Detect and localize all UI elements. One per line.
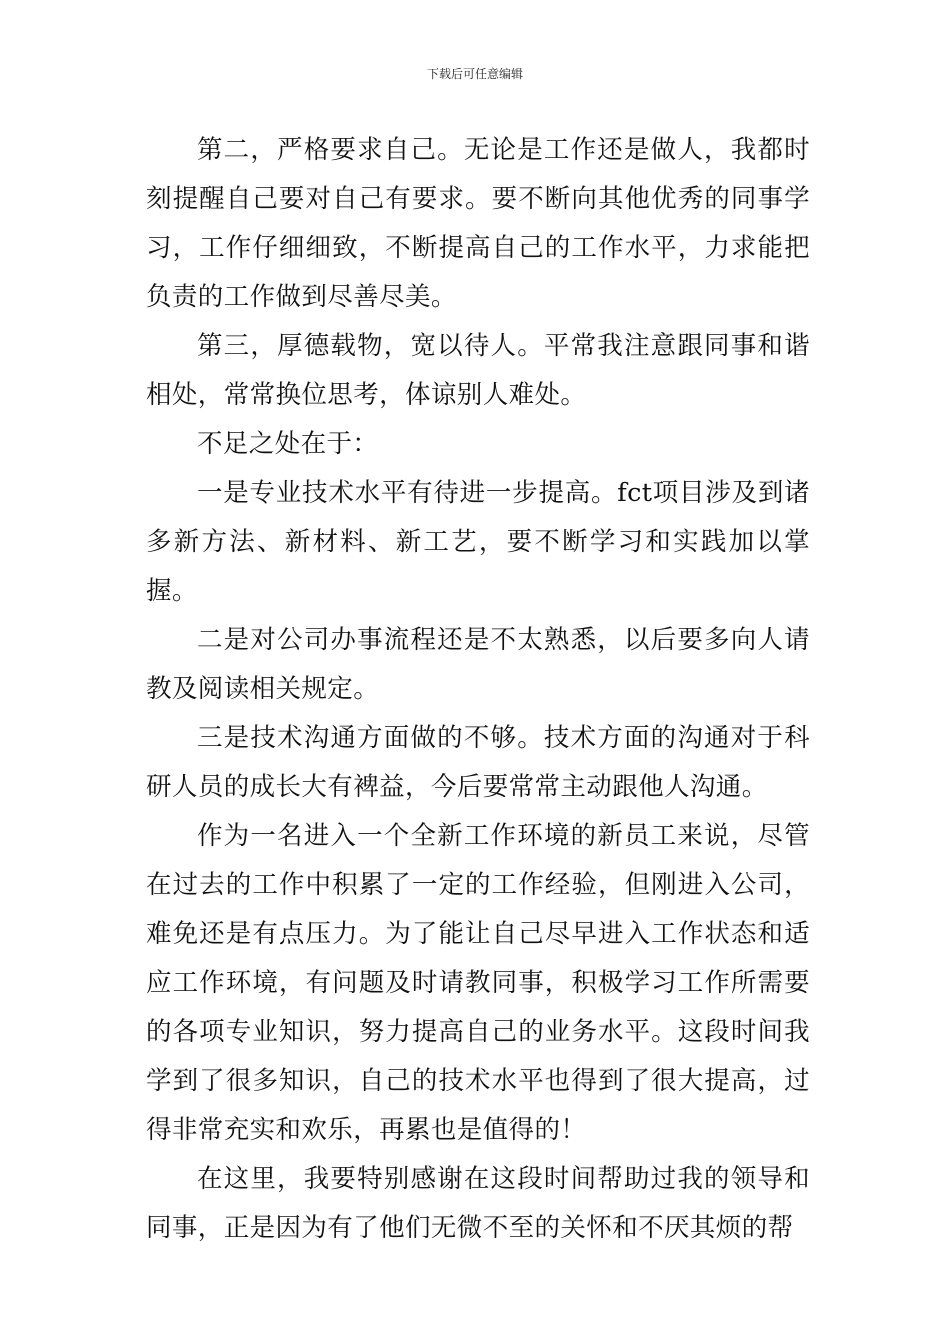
paragraph-shortcoming-three: 三是技术沟通方面做的不够。技术方面的沟通对于科研人员的成长大有裨益，今后要常常主动跟他人沟通。 [146, 723, 810, 802]
paragraph-third-point: 第三，厚德载物，宽以待人。平常我注意跟同事和谐相处，常常换位思考，体谅别人难处。 [146, 331, 810, 410]
paragraph-shortcoming-two: 二是对公司办事流程还是不太熟悉，以后要多向人请教及阅读相关规定。 [146, 625, 810, 704]
paragraph-second-point: 第二，严格要求自己。无论是工作还是做人，我都时刻提醒自己要对自己有要求。要不断向其他优秀的同事学习，工作仔细细致，不断提高自己的工作水平，力求能把负责的工作做到尽善尽美。 [146, 135, 810, 312]
paragraph-shortcoming-one: 一是专业技术水平有待进一步提高。fct项目涉及到诸多新方法、新材料、新工艺，要不断学习和实践加以掌握。 [146, 478, 810, 606]
paragraph-shortcomings-heading: 不足之处在于： [197, 429, 379, 459]
paragraph-new-employee: 作为一名进入一个全新工作环境的新员工来说，尽管在过去的工作中积累了一定的工作经验，但刚进入公司，难免还是有点压力。为了能让自己尽早进入工作状态和适应工作环境，有问题及时请教同事，积极学习工作所需要的各项专业知识，努力提高自己的业务水平。这段时间我学到了很多知识，自己的技术水平也得到了很大提高，过得非常充实和欢乐，再累也是值得的！ [146, 821, 810, 1145]
page-header-note: 下载后可任意编辑 [426, 67, 523, 81]
document-body [146, 126, 810, 1253]
paragraph-thanks: 在这里，我要特别感谢在这段时间帮助过我的领导和同事，正是因为有了他们无微不至的关怀和不厌其烦的帮 [146, 1164, 810, 1243]
